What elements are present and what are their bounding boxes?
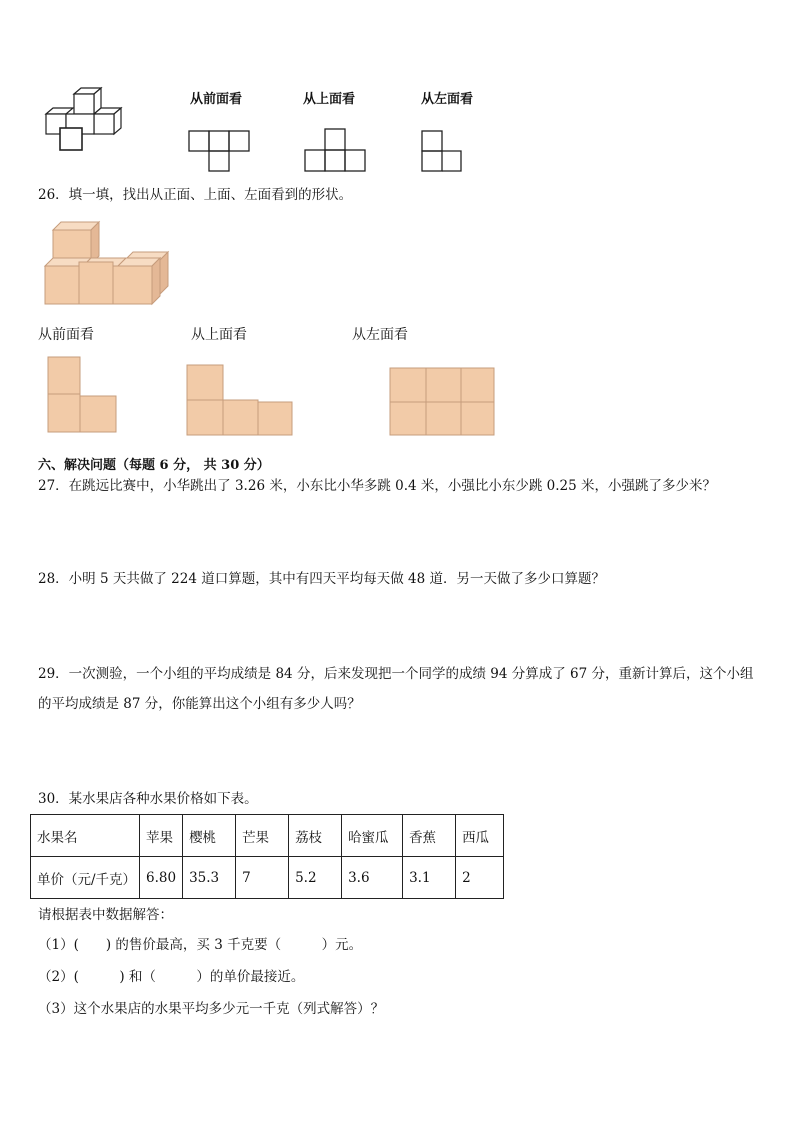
q26-text: 26．填一填，找出从正面、上面、左面看到的形状。 <box>38 187 353 203</box>
q26-top-label: 从上面看 <box>191 327 247 343</box>
table-cell: 苹果 <box>140 815 183 857</box>
section-6-title: 六、解决问题（每题 6 分， 共 30 分） <box>38 458 270 473</box>
q28-text: 28．小明 5 天共做了 224 道口算题，其中有四天平均每天做 48 道．另一天做了多少口算题？ <box>38 571 605 587</box>
table-cell: 2 <box>456 857 504 899</box>
view-label-top: 从上面看 <box>303 92 356 107</box>
q30-sub1: （1）( ) 的售价最高，买 3 千克要（ ）元。 <box>38 937 363 953</box>
cube-stack-line-drawing <box>44 86 130 152</box>
q26-left-view <box>389 367 497 437</box>
q27-text: 27．在跳远比赛中，小华跳出了 3.26 米，小东比小华多跳 0.4 米，小强比小东少跳 0.25 米，小强跳了多少米？ <box>38 478 717 494</box>
table-cell: 3.1 <box>403 857 456 899</box>
table-row-prices <box>31 857 504 899</box>
q30-sub3: （3）这个水果店的水果平均多少元一千克（列式解答）？ <box>38 1001 385 1017</box>
top-view-outline <box>304 128 366 174</box>
q29-line2: 的平均成绩是 87 分，你能算出这个小组有多少人吗？ <box>38 696 361 712</box>
left-view-outline <box>421 130 463 174</box>
table-cell: 西瓜 <box>456 815 504 857</box>
table-cell: 芒果 <box>236 815 289 857</box>
table-cell: 6.80 <box>140 857 183 899</box>
table-cell: 荔枝 <box>289 815 342 857</box>
q26-top-view <box>186 364 294 438</box>
q30-prompt: 请根据表中数据解答： <box>38 907 173 923</box>
cube-stack-colored <box>44 218 170 308</box>
table-cell: 35.3 <box>183 857 236 899</box>
view-label-front: 从前面看 <box>190 92 243 107</box>
table-cell: 哈蜜瓜 <box>342 815 403 857</box>
table-cell: 5.2 <box>289 857 342 899</box>
table-cell: 单价（元/千克） <box>31 857 140 899</box>
q30-intro: 30．某水果店各种水果价格如下表。 <box>38 791 258 807</box>
table-cell: 7 <box>236 857 289 899</box>
view-label-left: 从左面看 <box>421 92 474 107</box>
table-cell: 3.6 <box>342 857 403 899</box>
table-row-header <box>31 815 504 857</box>
q29-line1: 29．一次测验，一个小组的平均成绩是 84 分，后来发现把一个同学的成绩 94 分算成了 67 分，重新计算后，这个小组 <box>38 666 754 682</box>
fruit-price-table <box>30 814 504 899</box>
table-cell: 水果名 <box>31 815 140 857</box>
q26-front-label: 从前面看 <box>38 327 94 343</box>
q30-sub2: （2）( ) 和（ ）的单价最接近。 <box>38 969 305 985</box>
table-cell: 香蕉 <box>403 815 456 857</box>
table-cell: 樱桃 <box>183 815 236 857</box>
q26-left-label: 从左面看 <box>352 327 408 343</box>
front-view-outline <box>188 130 250 174</box>
q26-front-view <box>47 356 119 434</box>
